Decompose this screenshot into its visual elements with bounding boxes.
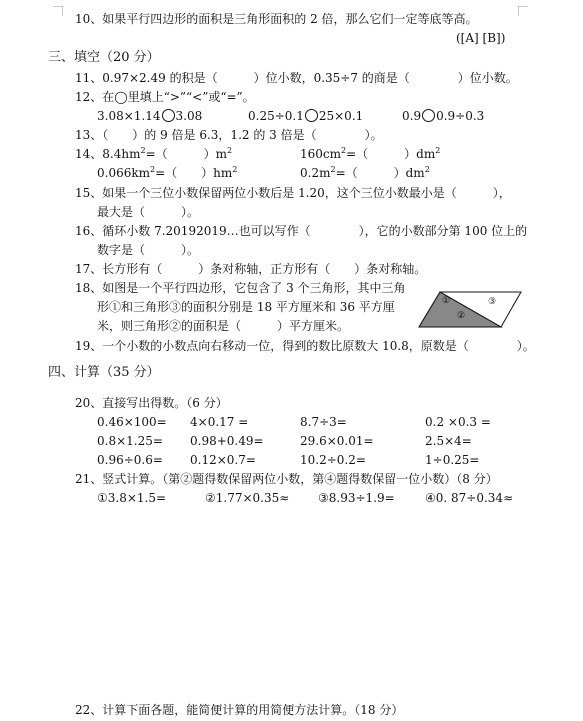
question-15-line-2: 最大是（ ）。 — [97, 205, 200, 219]
triangle-1-label: ① — [442, 296, 451, 306]
blank-circle[interactable] — [305, 109, 318, 122]
question-14-item-4: $0.2m^2=$（ ）$dm^2$ — [300, 165, 430, 180]
question-14-item-1: 14、$8.4hm^2=$（ ）$m^2$ — [75, 146, 233, 161]
question-14-item-2: $160cm^2=$（ ）$dm^2$ — [300, 146, 441, 161]
question-21: 21、竖式计算。（第②题得数保留两位小数，第④题得数保留一位小数）（8 分） — [75, 472, 498, 486]
vertical-calc-item: ②1.77×0.35≈ — [205, 491, 290, 505]
oral-calc-item: 1÷0.25= — [425, 453, 480, 467]
question-14-item-3: $0.066km^2=$（ ）$hm^2$ — [97, 165, 238, 180]
compare-item-1: 3.08×1.14 3.08 — [97, 109, 203, 123]
vertical-calc-item: ①3.8×1.5= — [97, 491, 167, 505]
blank-circle[interactable] — [422, 109, 435, 122]
oral-calc-item: 29.6×0.01= — [300, 434, 374, 448]
blank-circle[interactable] — [162, 109, 175, 122]
oral-calc-item: 0.96÷0.6= — [97, 453, 163, 467]
triangle-2-label: ② — [457, 311, 466, 321]
oral-calc-item: 0.12×0.7= — [190, 453, 256, 467]
vertical-calc-item: ③8.93÷1.9= — [318, 491, 395, 505]
question-16-line-1: 16、循环小数 7.20192019…也可以写作（ ），它的小数部分第 100 位上的 — [75, 224, 528, 238]
vertical-calc-item: ④0. 87÷0.34≈ — [425, 491, 514, 505]
oral-calc-item: 10.2÷0.2= — [300, 453, 366, 467]
section-title-fill-in: 三、填空（20 分） — [48, 50, 160, 65]
triangle-3-label: ③ — [488, 297, 497, 307]
question-15-line-1: 15、如果一个三位小数保留两位小数后是 1.20，这个三位小数最小是（ ）， — [75, 186, 511, 200]
answer-tag: ([A] [B]) — [456, 31, 506, 45]
oral-calc-item: 2.5×4= — [425, 434, 472, 448]
compare-item-2: 0.25÷0.1 25×0.1 — [248, 109, 364, 123]
oral-calc-item: 0.8×1.25= — [97, 434, 163, 448]
oral-calc-item: 0.2 ×0.3 = — [425, 415, 491, 429]
question-17: 17、长方形有（ ）条对称轴，正方形有（ ）条对称轴。 — [75, 262, 427, 276]
compare-item-3: 0.9 0.9÷0.3 — [402, 109, 485, 123]
oral-calc-item: 4×0.17 = — [190, 415, 249, 429]
question-19: 19、一个小数的小数点向右移动一位，得到的数比原数大 10.8，原数是（ ）。 — [75, 339, 535, 353]
question-10: 10、如果平行四边形的面积是三角形面积的 2 倍，那么它们一定等底等高。 — [75, 12, 478, 26]
margin-corner-mark-top-left — [53, 6, 63, 16]
question-18-line-2: 形①和三角形③的面积分别是 18 平方厘米和 36 平方厘 — [97, 300, 395, 314]
parallelogram-figure — [418, 289, 523, 329]
question-11: 11、0.97×2.49 的积是（ ）位小数，0.35÷7 的商是（ ）位小数。 — [75, 71, 518, 85]
question-13: 13、（ ）的 9 倍是 6.3，1.2 的 3 倍是（ ）。 — [75, 128, 383, 142]
question-18-line-1: 18、如图是一个平行四边形，它包含了 3 个三角形，其中三角 — [75, 281, 406, 295]
margin-corner-mark-top-right — [518, 6, 528, 16]
question-12: 12、在◯里填上“>”“<”或“=”。 — [75, 90, 255, 104]
oral-calc-item: 0.46×100= — [97, 415, 167, 429]
question-18-line-3: 米，则三角形②的面积是（ ）平方厘米。 — [97, 319, 350, 333]
oral-calc-item: 0.98+0.49= — [190, 434, 264, 448]
oral-calc-item: 8.7÷3= — [300, 415, 347, 429]
section-title-calculation: 四、计算（35 分） — [48, 365, 160, 380]
question-16-line-2: 数字是（ ）。 — [97, 243, 200, 257]
question-22: 22、计算下面各题，能简便计算的用简便方法计算。（18 分） — [75, 703, 404, 717]
question-20: 20、直接写出得数。（6 分） — [75, 396, 228, 410]
